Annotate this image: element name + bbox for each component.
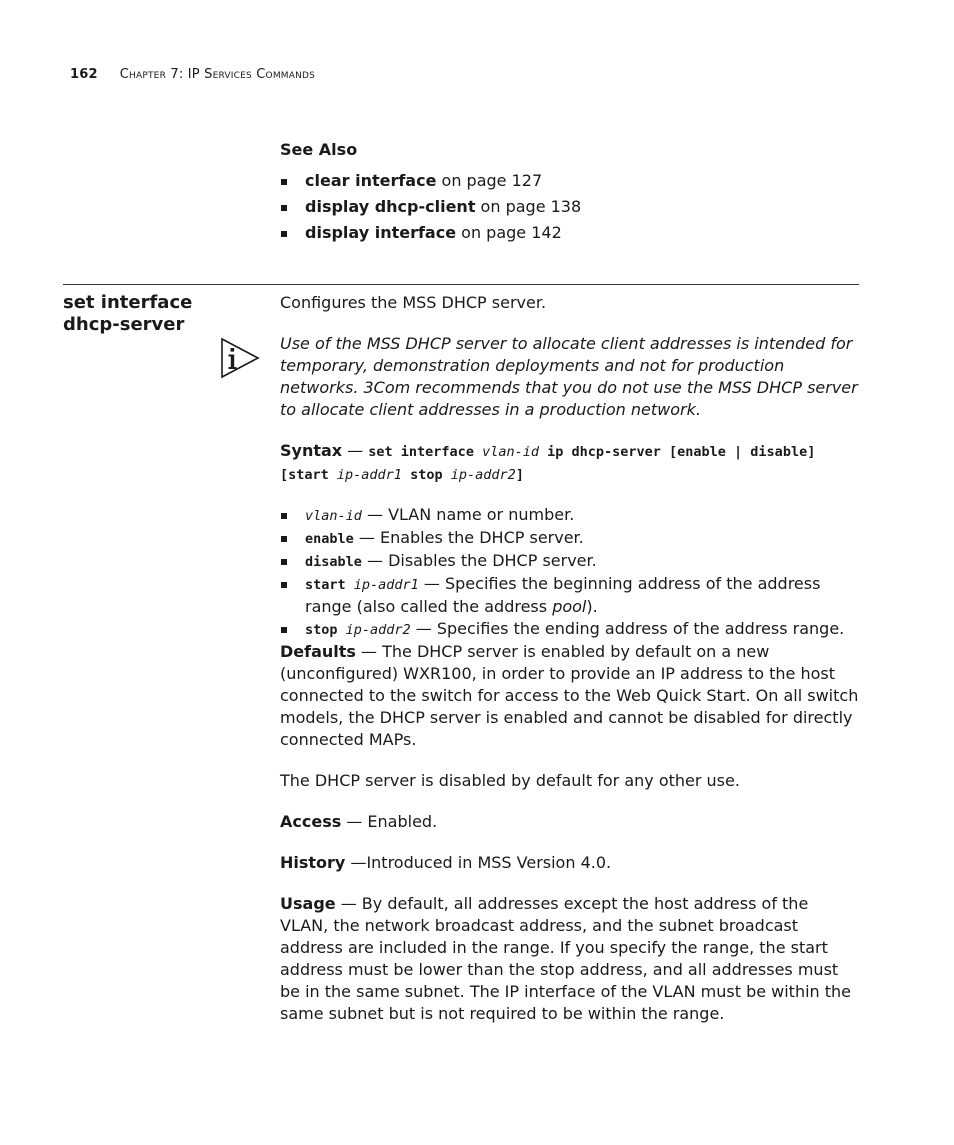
param-desc-tail: ). xyxy=(586,597,598,616)
page-ref: on page 138 xyxy=(475,197,582,216)
syntax-dash: — xyxy=(342,441,369,460)
param-desc: — Enables the DHCP server. xyxy=(353,528,584,547)
param-emphasis: pool xyxy=(552,597,587,616)
section-divider xyxy=(63,284,859,285)
page-number: 162 xyxy=(70,67,98,82)
access-label: Access xyxy=(280,812,342,831)
param-desc: — VLAN name or number. xyxy=(361,505,575,524)
access-paragraph xyxy=(280,811,860,833)
history-text: —Introduced in MSS Version 4.0. xyxy=(345,853,612,872)
syntax-arg: ip-addr2 xyxy=(450,467,516,483)
defaults-paragraph-2: The DHCP server is disabled by default for any other use. xyxy=(280,771,740,790)
parameter-list xyxy=(280,504,860,641)
see-also-item[interactable] xyxy=(280,196,860,218)
access-text: — Enabled. xyxy=(341,812,438,831)
command-description xyxy=(280,292,860,1044)
chapter-title: Chapter 7: IP Services Commands xyxy=(119,67,316,82)
syntax-keyword: set interface xyxy=(368,444,483,460)
history-label: History xyxy=(280,853,346,872)
info-icon xyxy=(220,337,260,379)
see-also-item[interactable] xyxy=(280,222,860,244)
syntax-keyword: ] xyxy=(515,467,524,483)
param-arg: vlan-id xyxy=(305,508,362,524)
defaults-paragraph xyxy=(280,641,860,751)
see-also-list xyxy=(280,170,860,244)
parameter-item xyxy=(280,504,860,527)
defaults-text: — The DHCP server is enabled by default on a new (unconfigured) WXR100, in order to provide an IP address to the host connected to the switch for access to the Web Quick Start. On all switch models, the DHCP server is enabled and cannot be disabled for directly connected MAPs. xyxy=(280,642,859,749)
defaults-label: Defaults xyxy=(280,642,356,661)
command-link[interactable]: clear interface xyxy=(305,171,437,190)
parameter-item xyxy=(280,618,860,641)
usage-text: — By default, all addresses except the host address of the VLAN, the network broadcast address, and the subnet broadcast address are included in the range. If you specify the range, the start address must be lower than the stop address, and all addresses must be in the same subnet. The IP interface of the VLAN must be within the same subnet but is not required to be within the range. xyxy=(280,894,852,1023)
intro-text: Configures the MSS DHCP server. xyxy=(280,293,547,312)
page-ref: on page 142 xyxy=(456,223,562,242)
param-desc: — Disables the DHCP server. xyxy=(361,551,597,570)
usage-label: Usage xyxy=(280,894,336,913)
section-title xyxy=(63,292,263,336)
param-keyword: disable xyxy=(305,554,362,570)
page-ref: on page 127 xyxy=(436,171,543,190)
see-also-heading: See Also xyxy=(280,140,358,159)
see-also-item[interactable] xyxy=(280,170,860,192)
parameter-item xyxy=(280,573,860,618)
syntax-keyword: stop xyxy=(401,467,451,483)
section-title-line: dhcp-server xyxy=(63,314,185,335)
section-title-line: set interface xyxy=(63,292,193,313)
usage-paragraph xyxy=(280,893,860,1025)
see-also-section xyxy=(280,139,860,248)
command-link[interactable]: display dhcp-client xyxy=(305,197,476,216)
syntax-line xyxy=(280,440,860,486)
param-arg: ip-addr1 xyxy=(353,577,419,593)
syntax-arg: vlan-id xyxy=(482,444,539,460)
param-keyword: start xyxy=(305,577,354,593)
note-text: Use of the MSS DHCP server to allocate client addresses is intended for temporary, demonstration deployments and not for production networks. 3Com recommends that you do not use the MSS DHCP server to allocate client addresses in a production network. xyxy=(280,334,858,419)
parameter-item xyxy=(280,527,860,550)
param-keyword: enable xyxy=(305,531,354,547)
param-desc: — Specifies the ending address of the address range. xyxy=(410,619,845,638)
parameter-item xyxy=(280,550,860,573)
syntax-arg: ip-addr1 xyxy=(336,467,402,483)
param-keyword: stop xyxy=(305,622,346,638)
syntax-keyword: ip dhcp-server [enable | disable] [start xyxy=(280,444,816,483)
param-desc: — Specifies the beginning address of the address range (also called the address xyxy=(305,574,821,616)
command-link[interactable]: display interface xyxy=(305,223,457,242)
running-header xyxy=(70,67,315,82)
param-arg: ip-addr2 xyxy=(345,622,411,638)
history-paragraph xyxy=(280,852,860,874)
syntax-label: Syntax xyxy=(280,441,343,460)
